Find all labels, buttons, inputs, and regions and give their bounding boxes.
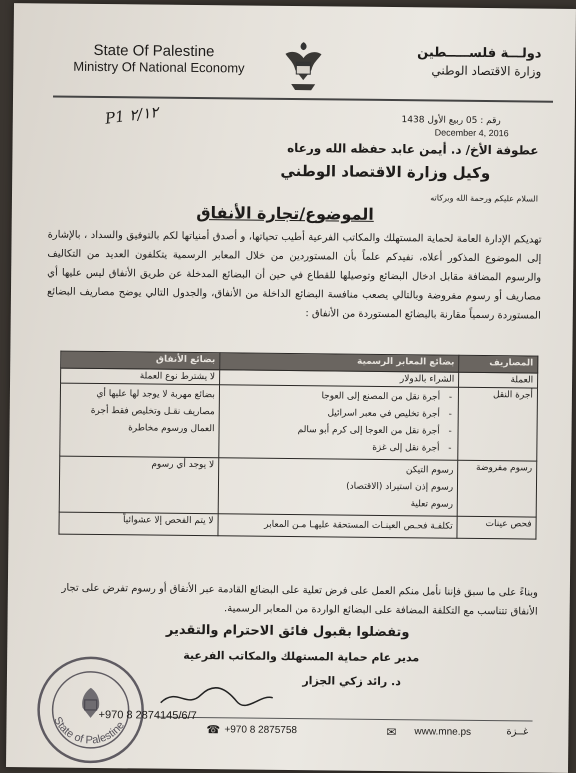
table-cell-tunnels: لا يوجد أي رسوم xyxy=(59,456,219,514)
table-header-official: بضائع المعابر الرسمية xyxy=(220,353,459,373)
table-cell-label: فحص عينات xyxy=(457,516,536,539)
table-row xyxy=(59,456,537,517)
list-item: رسوم تعلية xyxy=(410,499,454,510)
handwritten-note: P1 ٢/١٢ xyxy=(103,102,160,128)
footer-website: www.mne.ps xyxy=(414,726,472,738)
table-cell-official: الشراء بالدولار xyxy=(220,370,459,388)
greeting: السلام عليكم ورحمة الله وبركاته xyxy=(430,193,539,204)
header-ar-subtitle: وزارة الاقتصاد الوطني xyxy=(431,63,542,79)
table-cell-label: أجرة النقل xyxy=(458,387,538,461)
mail-icon: ✉ xyxy=(386,725,397,740)
table-cell-label: رسوم مفروضة xyxy=(457,460,536,517)
table-cell-label: العملة xyxy=(459,372,538,388)
table-header-tunnels: بضائع الأنفاق xyxy=(61,351,220,370)
closing-paragraph: وبناءً على ما سبق فإننا نأمل منكم العمل على فرض تعلية على البضائع القادمة عبر الأنفاق أو رسوم تفرض على تجار الأنفاق تتناسب مع التكلفة المضافة على البضائع الواردة من المعابر الرسمية. xyxy=(61,582,538,618)
footer-fax: +970 8 2875758 xyxy=(224,724,298,737)
subject-line: الموضوع/تجارة الأنفاق xyxy=(196,202,374,224)
footer-divider xyxy=(157,717,533,722)
list-item: - أجرة تخليص في معبر اسرائيل xyxy=(224,404,440,423)
phone-icon: ☎ xyxy=(206,723,221,737)
header-en-subtitle: Ministry Of National Economy xyxy=(73,58,245,76)
reference-gregorian-date: December 4, 2016 xyxy=(434,127,509,139)
table-row xyxy=(60,383,538,461)
body-paragraph: تهديكم الإدارة العامة لحماية المستهلك والمكاتب الفرعية أطيب تحياتها، و أصدق أمنياتها لكم بالتوفيق والسداد ، بالإشارة إلى الموضوع المذكور أعلاه، نفيدكم علماً بأن المستوردين من خلال المعابر الرسمية يتكلفون العديد من التكاليف والرسوم المضافة مقابل ادخال البضائع وتوصيلها للقطاع في حين أن البضائع المدخلة عن طريق الأنفاق ليس عليها أي مصاريف أو رسوم مفروضة وبالتالي يصعب منافسة البضائع الداخلة من الأنفاق، والجدول التالي يوضح مصاريف البضائع المستوردة رسمياً مقارنة بالبضائع المستوردة من الأنفاق : xyxy=(46,229,542,322)
signatory-title: مدير عام حماية المستهلك والمكاتب الفرعية xyxy=(183,648,420,665)
header-ar-title: دولـــة فلســـــطين xyxy=(417,45,542,62)
table-cell-tunnels: بضائع مهربة لا يوجد لها عليها أي مصاريف نقـل وتخليص فقط أجرة العمال ورسوم مخاطرة xyxy=(60,383,220,458)
table-header-expenses: المصاريف xyxy=(459,355,538,373)
list-item: - أجرة نقل إلى غزة xyxy=(223,438,439,457)
table-cell-tunnels: لا يتم الفحص إلا عشوائياً xyxy=(59,512,218,536)
addressee-title: وكيل وزارة الاقتصاد الوطني xyxy=(280,161,491,183)
list-item: رسوم إذن استيراد (الاقتصاد) xyxy=(346,481,454,493)
header-divider xyxy=(53,95,553,102)
table-cell-official xyxy=(219,385,459,461)
comparison-table xyxy=(58,351,538,540)
list-item: - أجرة نقل من العوجا إلى كرم أبو سالم xyxy=(223,421,439,440)
signatory-name: د. رائد زكي الجزار xyxy=(302,674,401,689)
header-en-title: State Of Palestine xyxy=(93,41,215,61)
eagle-emblem xyxy=(281,36,326,96)
stamp-text: State of Palestine xyxy=(51,714,127,747)
list-item: رسوم التيكن xyxy=(405,465,454,476)
reference-hijri-date: رقم : 05 ربيع الأول 1438 xyxy=(401,115,501,127)
footer-phone: +970 8 2874145/6/7 xyxy=(98,709,197,723)
letter-page xyxy=(6,3,576,773)
closing-thanks: وتفضلوا بقبول فائق الاحترام والتقدير xyxy=(165,622,410,641)
addressee-line: عطوفة الأخ/ د. أيمن عابد حفظه الله ورعاه xyxy=(287,140,539,158)
footer-city: غــزة xyxy=(506,726,529,738)
table-cell-tunnels: لا يشترط نوع العملة xyxy=(61,368,220,385)
table-cell-official xyxy=(218,458,458,517)
table-cell-official: تكلفـة فحـص العينـات المستحقة عليهـا مـن المعابر xyxy=(218,514,457,539)
list-item: - أجرة نقل من المصنع إلى العوجا xyxy=(224,387,440,406)
table-row xyxy=(59,512,536,539)
